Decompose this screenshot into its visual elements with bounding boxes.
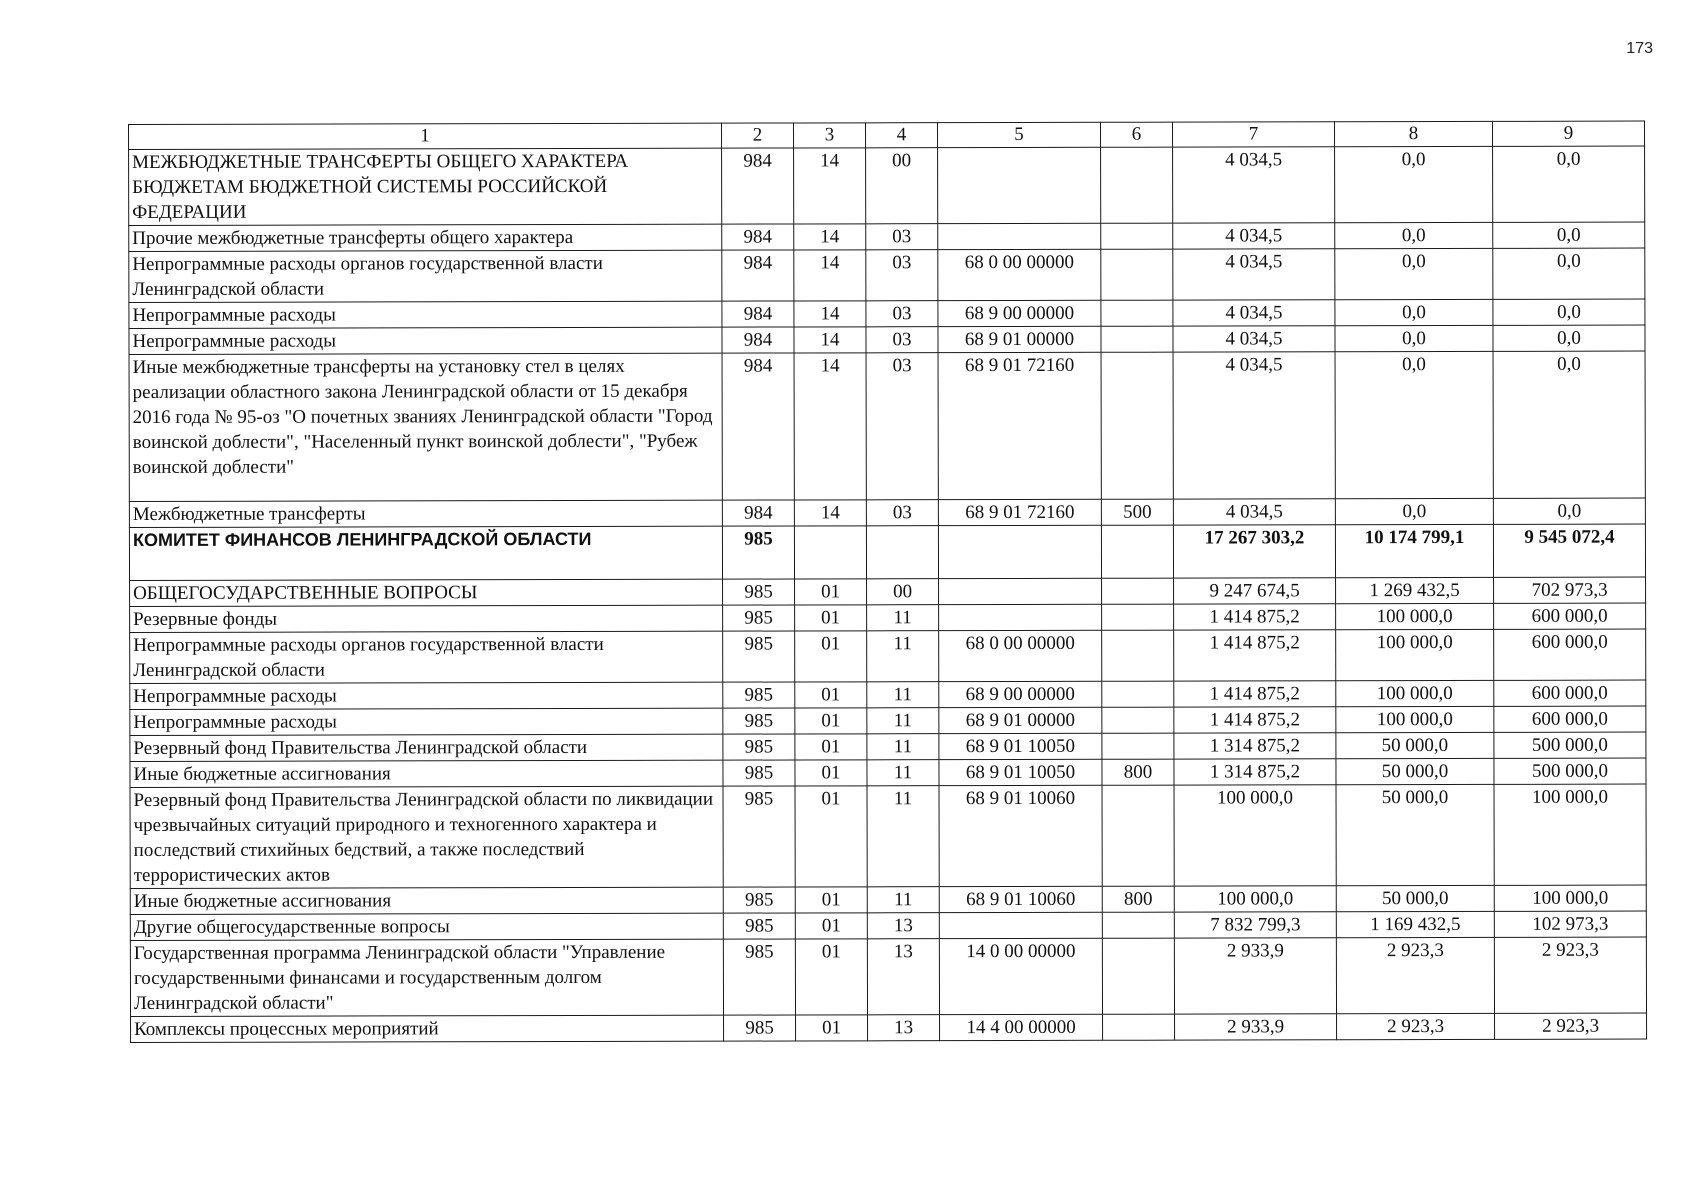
table-row [129,299,1645,328]
cell-code-4: 03 [866,500,938,526]
cell-code-5 [939,604,1102,630]
cell-code-2: 985 [723,605,795,631]
cell-code-5: 14 4 00 00000 [940,1014,1103,1040]
table-row [129,498,1645,527]
cell-name: Прочие межбюджетные трансферты общего характера [129,224,722,251]
cell-code-3: 01 [795,887,867,913]
cell-code-5: 68 9 01 10050 [939,733,1102,759]
cell-amount-8: 2 923,3 [1336,937,1494,1013]
cell-code-6 [1102,630,1174,681]
budget-table [128,121,1647,1043]
cell-amount-9: 100 000,0 [1494,885,1646,911]
cell-name: Резервный фонд Правительства Ленинградской области по ликвидации чрезвычайных ситуаций природного и техногенного характера и последствий стихийных бедствий, а также последствий террористических актов [130,786,723,888]
cell-code-6 [1101,352,1173,499]
cell-amount-9: 0,0 [1493,222,1645,248]
cell-name: Непрограммные расходы [130,682,723,709]
cell-amount-7: 1 414 875,2 [1174,681,1336,707]
cell-amount-8: 0,0 [1335,498,1493,524]
table-row [130,732,1646,761]
cell-code-4: 03 [866,327,938,353]
header-cell: 2 [721,123,793,148]
cell-code-6 [1102,912,1174,938]
cell-amount-7: 1 414 875,2 [1174,707,1336,733]
cell-code-2: 985 [723,887,795,913]
cell-code-6 [1101,525,1173,578]
cell-code-4: 13 [868,1015,940,1041]
cell-amount-9: 9 545 072,4 [1493,524,1645,577]
cell-code-3: 14 [794,327,866,353]
table-body [129,146,1647,1042]
cell-code-5 [939,578,1102,604]
cell-code-6 [1102,785,1174,886]
cell-code-3: 14 [794,301,866,327]
cell-amount-7: 100 000,0 [1174,785,1336,886]
cell-code-5 [938,223,1101,249]
cell-code-6 [1103,1014,1175,1040]
cell-code-6 [1102,733,1174,759]
cell-amount-9: 600 000,0 [1494,603,1646,629]
cell-name: Резервные фонды [130,605,723,632]
table-row [130,706,1646,735]
cell-code-6 [1102,578,1174,604]
cell-amount-7: 17 267 303,2 [1173,525,1335,578]
cell-code-3: 01 [795,760,867,786]
cell-name: МЕЖБЮДЖЕТНЫЕ ТРАНСФЕРТЫ ОБЩЕГО ХАРАКТЕРА БЮДЖЕТАМ БЮДЖЕТНОЙ СИСТЕМЫ РОССИЙСКОЙ ФЕДЕРАЦИИ [129,148,722,225]
cell-name: Резервный фонд Правительства Ленинградской области [130,734,723,761]
cell-code-4: 11 [867,786,939,887]
cell-amount-7: 9 247 674,5 [1174,578,1336,604]
cell-name: КОМИТЕТ ФИНАНСОВ ЛЕНИНГРАДСКОЙ ОБЛАСТИ [129,526,722,580]
cell-amount-7: 100 000,0 [1174,886,1336,912]
cell-code-2: 984 [722,301,794,327]
cell-code-4: 11 [867,682,939,708]
table-row [130,577,1646,606]
cell-code-6: 800 [1102,886,1174,912]
cell-amount-9: 600 000,0 [1494,629,1646,680]
cell-amount-7: 2 933,9 [1175,1014,1337,1040]
cell-name: Непрограммные расходы органов государственной власти Ленинградской области [129,250,722,302]
table-row [129,325,1645,354]
cell-amount-9: 0,0 [1493,146,1645,222]
cell-code-2: 984 [722,353,794,500]
cell-name: Государственная программа Ленинградской области "Управление государственными финансами и государственным долгом Ленинградской области" [130,939,723,1016]
budget-table-container [128,121,1646,1043]
cell-code-4: 11 [867,631,939,682]
cell-amount-9: 2 923,3 [1495,1013,1647,1039]
cell-amount-9: 600 000,0 [1494,706,1646,732]
table-row [129,524,1645,580]
cell-name: Непрограммные расходы [129,301,722,328]
cell-code-3: 01 [795,631,867,682]
cell-code-4: 03 [866,224,938,250]
header-cell: 1 [129,123,722,149]
table-row [130,885,1646,914]
cell-code-5: 68 9 01 10050 [939,759,1102,785]
table-row [129,222,1645,251]
cell-code-2: 985 [723,939,795,1015]
cell-amount-7: 4 034,5 [1173,249,1335,300]
cell-amount-8: 50 000,0 [1336,885,1494,911]
cell-name: Иные межбюджетные трансферты на установку стел в целях реализации областного закона Ленинградской области от 15 декабря 2016 года № 95-оз "О почетных званиях Ленинградской области "Город воинской доблести", "Населенный пункт воинской доблести", "Рубеж воинской доблести" [129,353,722,501]
cell-code-5: 68 9 01 10060 [939,785,1102,886]
cell-amount-8: 10 174 799,1 [1335,524,1493,577]
cell-code-5 [938,147,1101,223]
cell-amount-9: 0,0 [1493,498,1645,524]
cell-amount-7: 7 832 799,3 [1174,912,1336,938]
cell-code-4: 03 [866,250,938,301]
cell-code-2: 985 [722,526,794,579]
cell-amount-8: 100 000,0 [1336,680,1494,706]
cell-code-5: 68 9 01 00000 [939,707,1102,733]
cell-code-6 [1102,707,1174,733]
cell-name: Иные бюджетные ассигнования [130,760,723,787]
cell-amount-7: 4 034,5 [1173,499,1335,525]
cell-code-5: 68 9 01 72160 [938,352,1101,499]
cell-code-2: 984 [722,148,794,224]
header-cell: 8 [1334,121,1492,146]
cell-code-5 [939,912,1102,938]
cell-amount-8: 1 269 432,5 [1336,577,1494,603]
table-row [129,146,1645,225]
header-cell: 5 [937,122,1100,147]
cell-amount-7: 1 314 875,2 [1174,733,1336,759]
cell-code-4: 13 [867,939,939,1015]
table-row [130,680,1646,709]
cell-code-5: 68 9 01 72160 [938,499,1101,525]
cell-code-2: 984 [722,224,794,250]
cell-code-2: 985 [723,734,795,760]
cell-code-4: 11 [867,605,939,631]
cell-code-5: 68 9 00 00000 [938,300,1101,326]
cell-code-3: 14 [794,250,866,301]
header-cell: 3 [793,123,865,148]
cell-amount-9: 0,0 [1493,325,1645,351]
cell-amount-8: 0,0 [1335,325,1493,351]
cell-code-6 [1101,300,1173,326]
cell-amount-7: 1 314 875,2 [1174,759,1336,785]
cell-code-6 [1101,326,1173,352]
page-number: 173 [1626,40,1653,57]
cell-amount-7: 1 414 875,2 [1174,630,1336,681]
cell-amount-8: 50 000,0 [1336,758,1494,784]
cell-amount-8: 0,0 [1335,222,1493,248]
cell-code-3: 01 [795,786,867,887]
cell-code-2: 985 [724,1015,796,1041]
cell-name: Непрограммные расходы [129,327,722,354]
table-row [130,937,1646,1016]
cell-code-5: 68 9 01 10060 [939,886,1102,912]
cell-code-3: 01 [795,734,867,760]
cell-code-4: 11 [867,760,939,786]
cell-code-4: 03 [866,353,938,500]
cell-amount-8: 2 923,3 [1337,1013,1495,1039]
cell-code-2: 985 [723,760,795,786]
cell-amount-9: 100 000,0 [1494,784,1646,885]
cell-code-6 [1102,604,1174,630]
cell-code-3: 14 [794,353,866,500]
cell-amount-8: 0,0 [1335,248,1493,299]
cell-code-5: 14 0 00 00000 [939,938,1102,1014]
cell-amount-7: 2 933,9 [1174,938,1336,1014]
cell-code-4: 13 [867,913,939,939]
table-row [130,758,1646,787]
cell-code-4: 00 [866,148,938,224]
cell-amount-7: 4 034,5 [1173,147,1335,223]
cell-code-4: 03 [866,301,938,327]
header-cell: 6 [1100,122,1172,147]
cell-code-5: 68 0 00 00000 [938,249,1101,300]
cell-code-4 [866,526,938,579]
cell-amount-7: 4 034,5 [1173,223,1335,249]
cell-code-3 [794,526,866,579]
cell-amount-9: 0,0 [1493,299,1645,325]
cell-code-6: 800 [1102,759,1174,785]
cell-code-3: 01 [795,913,867,939]
header-cell: 4 [865,123,937,148]
cell-amount-9: 600 000,0 [1494,680,1646,706]
cell-code-2: 985 [723,682,795,708]
cell-code-3: 14 [794,224,866,250]
cell-code-4: 11 [867,734,939,760]
cell-code-6 [1102,938,1174,1014]
cell-name: Межбюджетные трансферты [129,500,722,527]
cell-amount-9: 0,0 [1493,248,1645,299]
cell-code-3: 01 [795,605,867,631]
cell-code-4: 11 [867,887,939,913]
cell-code-2: 984 [722,250,794,301]
cell-code-3: 14 [794,500,866,526]
cell-code-3: 01 [796,1015,868,1041]
cell-amount-9: 2 923,3 [1494,937,1646,1013]
header-row [129,121,1645,149]
cell-amount-8: 100 000,0 [1336,706,1494,732]
cell-code-2: 985 [723,631,795,682]
cell-code-6 [1101,147,1173,223]
header-cell: 9 [1492,121,1644,146]
cell-code-3: 14 [794,148,866,224]
cell-amount-8: 50 000,0 [1336,784,1494,885]
cell-amount-8: 0,0 [1335,351,1493,498]
cell-amount-7: 4 034,5 [1173,300,1335,326]
cell-amount-8: 1 169 432,5 [1336,911,1494,937]
table-row [130,603,1646,632]
cell-code-2: 985 [723,579,795,605]
table-row [129,351,1645,501]
cell-code-5: 68 0 00 00000 [939,630,1102,681]
cell-amount-8: 0,0 [1335,299,1493,325]
table-row [130,629,1646,683]
table-row [129,248,1645,302]
cell-amount-9: 702 973,3 [1494,577,1646,603]
cell-amount-9: 102 973,3 [1494,911,1646,937]
cell-code-6 [1101,223,1173,249]
cell-name: ОБЩЕГОСУДАРСТВЕННЫЕ ВОПРОСЫ [130,579,723,606]
cell-code-2: 985 [723,913,795,939]
cell-name: Комплексы процессных мероприятий [131,1015,724,1042]
cell-name: Иные бюджетные ассигнования [130,887,723,914]
cell-amount-8: 50 000,0 [1336,732,1494,758]
cell-amount-7: 1 414 875,2 [1174,604,1336,630]
cell-code-6 [1101,249,1173,300]
cell-amount-9: 0,0 [1493,351,1645,498]
cell-amount-8: 0,0 [1335,146,1493,222]
cell-code-3: 01 [795,939,867,1015]
cell-amount-9: 500 000,0 [1494,758,1646,784]
cell-code-2: 985 [723,708,795,734]
cell-code-2: 985 [723,786,795,887]
table-row [131,1013,1647,1042]
table-row [130,784,1646,888]
cell-amount-8: 100 000,0 [1336,603,1494,629]
cell-code-5: 68 9 00 00000 [939,681,1102,707]
cell-code-3: 01 [795,682,867,708]
cell-amount-7: 4 034,5 [1173,352,1335,499]
header-cell: 7 [1172,122,1334,147]
cell-amount-8: 100 000,0 [1336,629,1494,680]
table-row [130,911,1646,940]
cell-code-2: 984 [722,327,794,353]
cell-name: Непрограммные расходы [130,708,723,735]
cell-name: Другие общегосударственные вопросы [130,913,723,940]
cell-code-6 [1102,681,1174,707]
cell-code-4: 11 [867,708,939,734]
cell-name: Непрограммные расходы органов государственной власти Ленинградской области [130,631,723,683]
cell-amount-7: 4 034,5 [1173,326,1335,352]
cell-code-5 [938,525,1101,578]
cell-code-3: 01 [795,708,867,734]
cell-code-6: 500 [1101,499,1173,525]
cell-code-3: 01 [795,579,867,605]
cell-code-2: 984 [722,500,794,526]
cell-code-5: 68 9 01 00000 [938,326,1101,352]
cell-code-4: 00 [867,579,939,605]
cell-amount-9: 500 000,0 [1494,732,1646,758]
